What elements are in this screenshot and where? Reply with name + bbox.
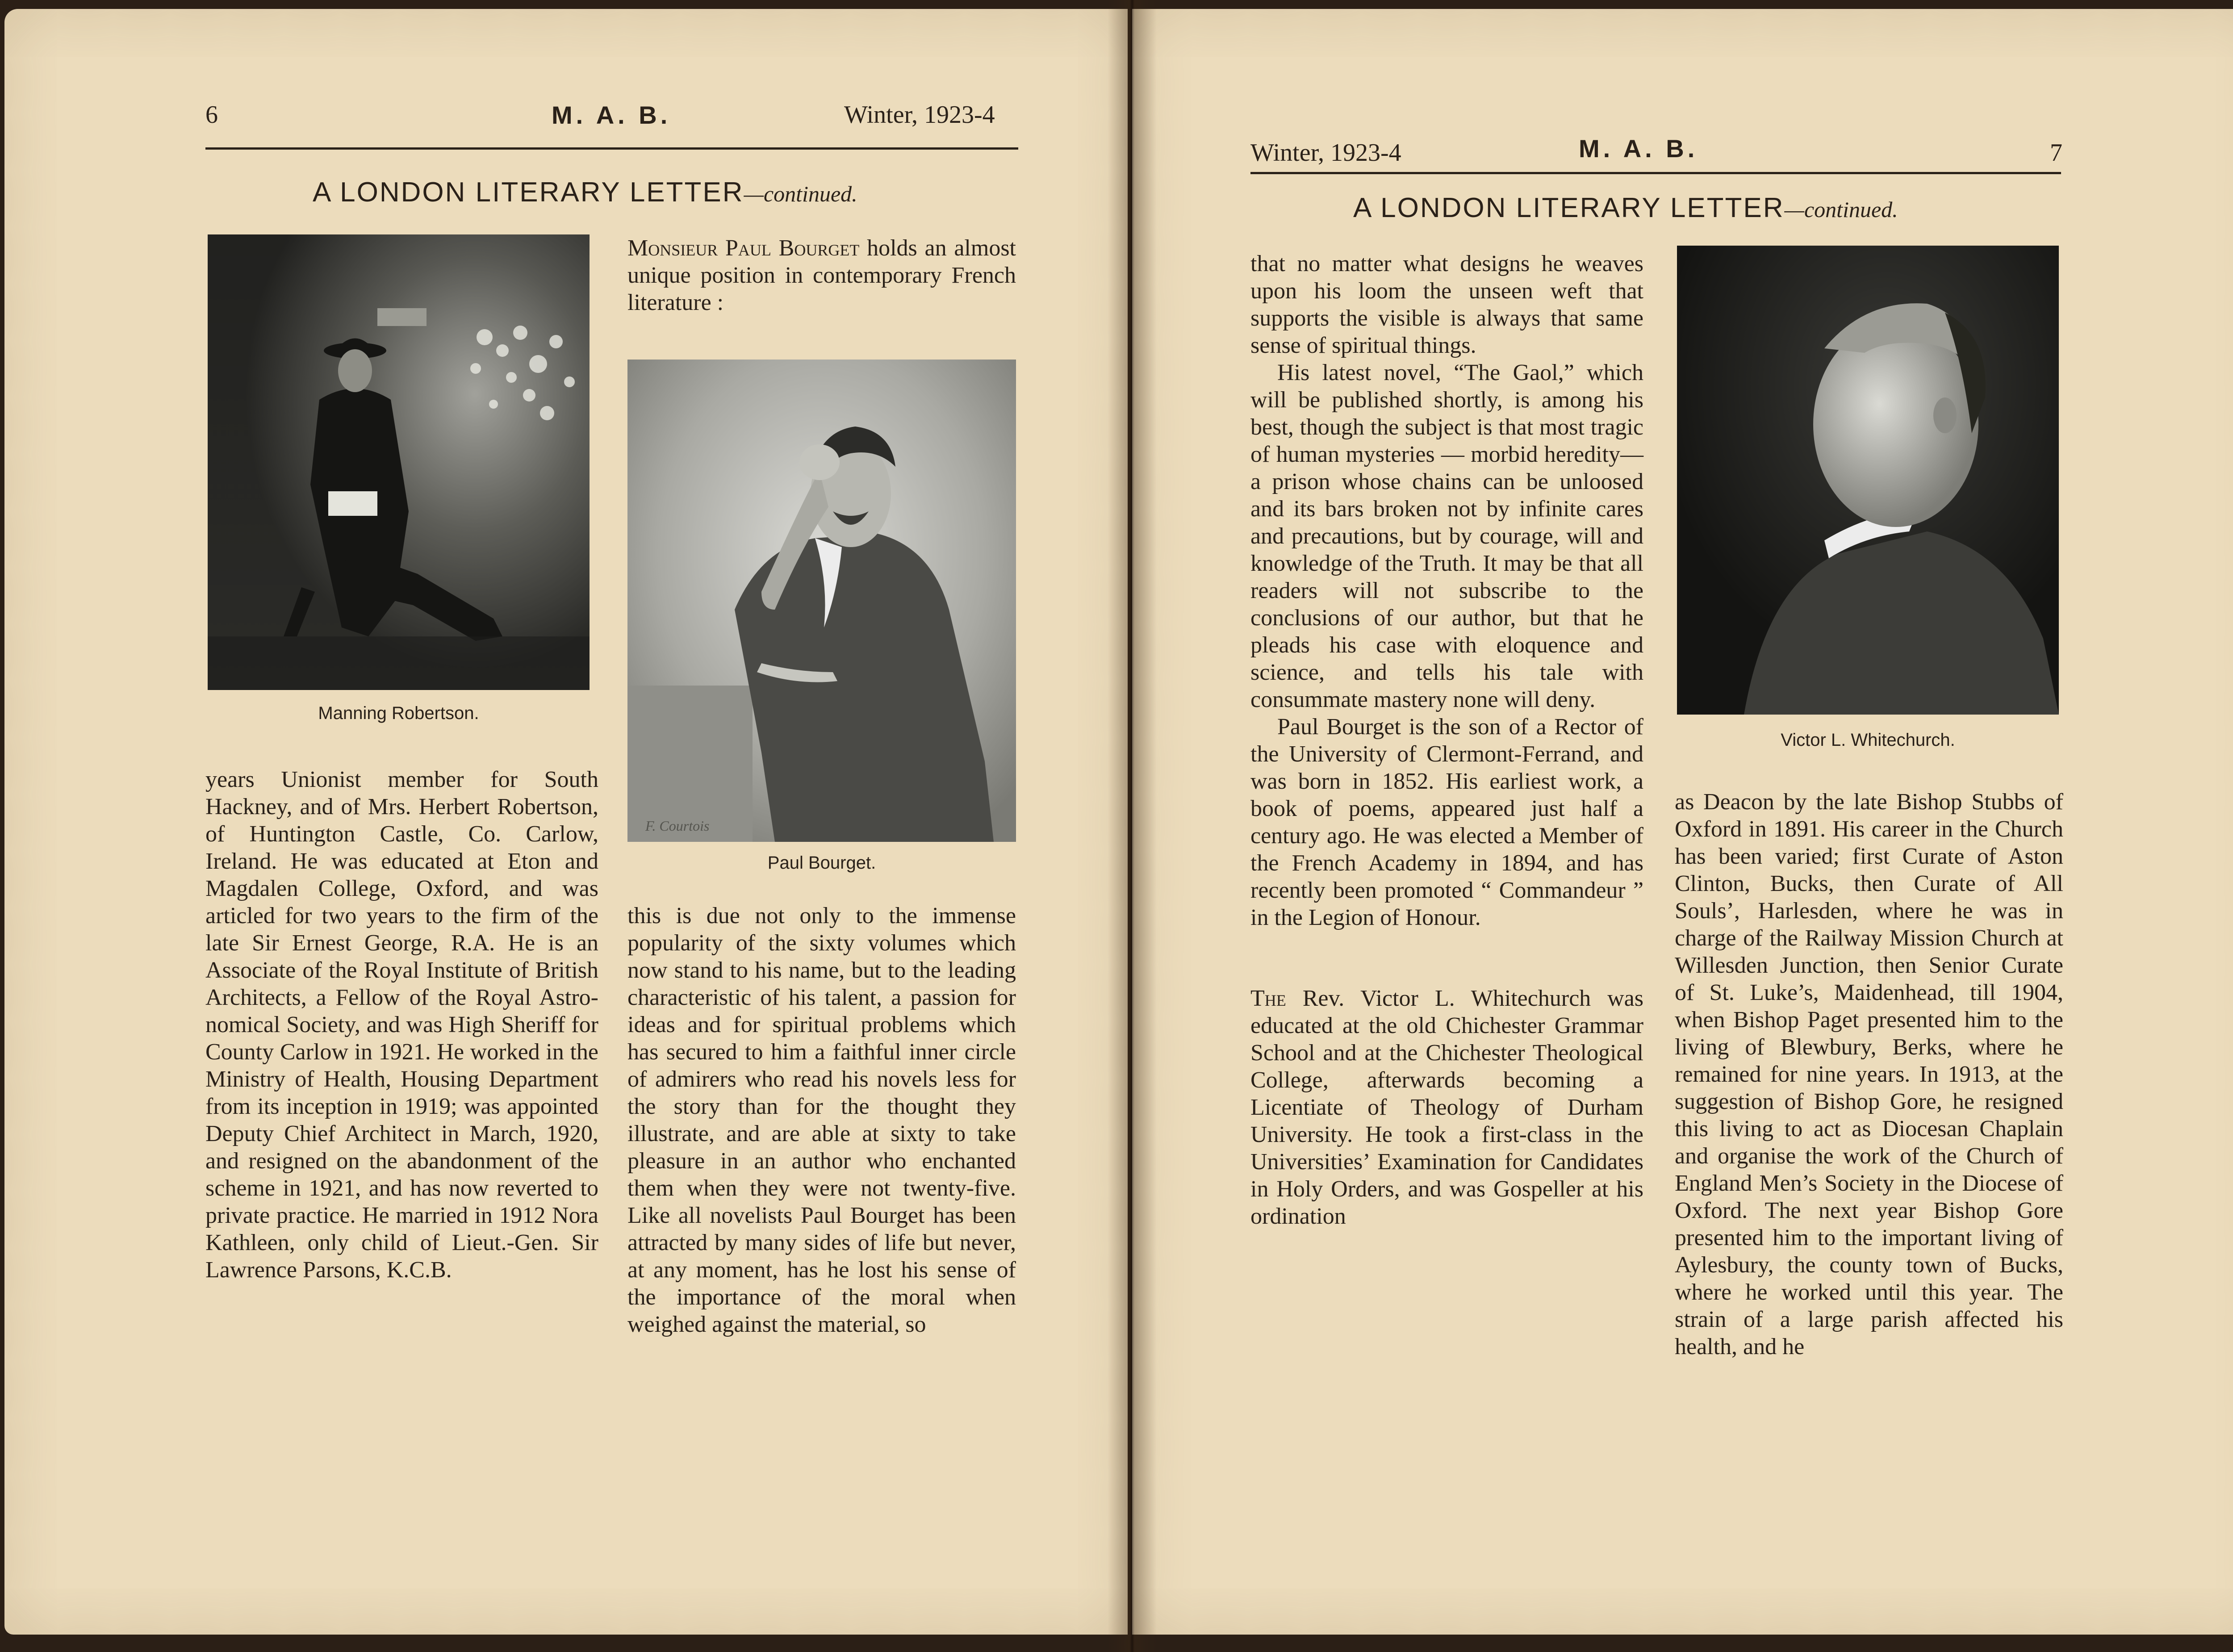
header-rule — [1250, 172, 2061, 174]
article-title-text: A LONDON LITERARY LETTER — [313, 177, 744, 208]
right-column-text — [1675, 788, 2063, 1360]
right-column-intro — [627, 234, 1016, 316]
page-number: 6 — [205, 101, 218, 129]
photographer-signature: F. Courtois — [645, 818, 710, 834]
victor-whitechurch-photo — [1677, 246, 2059, 715]
manning-robertson-photo — [208, 234, 590, 690]
article-title-text: A LONDON LITERARY LETTER — [1353, 192, 1785, 223]
journal-title: M. A. B. — [552, 101, 671, 129]
issue-date: Winter, 1923-4 — [1250, 139, 1401, 167]
header-rule — [205, 147, 1018, 150]
photo-caption-victor-whitechurch: Victor L. Whitechurch. — [1781, 730, 1955, 750]
bourget-paragraph: this is due not only to the immense popularity of the sixty volumes which now stand to his name, but to the leading characteristic of his talent, a passion for ideas and for spiritual problems which has secured to him a faithful inner circle of admirers who read his novels less for the story than for the thought they illustrate, and are able at sixty to take pleasure in an author who enchanted them when they were not twenty-five. Like all novelists Paul Bourget has been attracted by many sides of life but never, at any moment, has he lost his sense of the importance of the moral when weighed against the material, so — [627, 903, 1016, 1337]
issue-date: Winter, 1923-4 — [844, 101, 995, 129]
bourget-intro: holds an almost unique position in contemporary French literature : — [627, 235, 1016, 315]
article-title-continued: —continued. — [744, 181, 857, 206]
photo-caption-paul-bourget: Paul Bourget. — [767, 853, 876, 873]
left-column-text — [205, 766, 598, 1284]
left-column-text — [1250, 250, 1643, 1230]
left-page — [4, 9, 1128, 1635]
the-gaol-paragraph: His latest novel, “The Gaol,” which will be published shortly, is among his best, though the subject is that most tragic of human mysteries — morbid heredity—a prison whose chains can be unloosed and its bars broken not by infinite cares and precautions, but by courage, will and knowledge of the Truth. It may be that all readers will not subscribe to the conclusions of our author, but that he pleads his case with eloquence and science, and tells his tale with consummate mastery none will deny. — [1250, 360, 1643, 712]
bourget-biography: Paul Bourget is the son of a Rector of the University of Clermont-Ferrand, and was born in 1852. His earliest work, a book of poems, appeared just half a century ago. He was elected a Member of the French Academy in 1894, and has recently been promoted “ Commandeur ” in the Legion of Honour. — [1250, 714, 1643, 930]
article-title — [313, 176, 857, 208]
page-number: 7 — [2050, 139, 2062, 167]
right-column-text — [627, 902, 1016, 1338]
drop-lead-words: The — [1250, 986, 1286, 1011]
whitechurch-career: as Deacon by the late Bishop Stubbs of Oxford in 1891. His career in the Church has been varied; first Curate of Aston Clinton, Bucks, then Curate of All Souls’, Harlesden, where he was in charge of the Railway Mission Church at Willesden Junction, then Senior Curate of St. Luke’s, Maidenhead, till 1904, when Bishop Paget presented him to the living of Blewbury, Berks, where he remained for nine years. In 1913, at the suggestion of Bishop Gore, he resigned this living to act as Diocesan Chaplain and organise the work of the Church of England Men’s Society in the Diocese of Oxford. The next year Bishop Gore presented him to the important living of Aylesbury, the county town of Bucks, where he worked until this year. The strain of a large parish affected his health, and he — [1675, 789, 2063, 1359]
article-title-continued: —continued. — [1784, 197, 1898, 222]
journal-title: M. A. B. — [1579, 134, 1698, 163]
photo-caption-manning-robertson: Manning Robertson. — [318, 703, 479, 723]
right-page — [1132, 9, 2233, 1635]
paul-bourget-photo — [627, 360, 1016, 842]
drop-lead-words: Monsieur Paul Bourget — [627, 235, 860, 261]
manning-robertson-bio: years Unionist member for South Hackney, and of Mrs. Herbert Robertson, of Huntington Castle, Co. Carlow, Ireland. He was educated at Eton and Magdalen College, Oxford, and was articled for two years to the firm of the late Sir Ernest George, R.A. He is an Associate of the Royal Institute of British Architects, a Fellow of the Royal Astronomical Society, and was High Sheriff for County Carlow in 1921. He worked in the Ministry of Health, Housing Department from its inception in 1919; was appointed Deputy Chief Architect in March, 1920, and resigned on the abandonment of the scheme in 1921, and has now reverted to private practice. He married in 1912 Nora Kathleen, only child of Lieut.-Gen. Sir Lawrence Parsons, K.C.B. — [205, 767, 598, 1283]
whitechurch-intro: Rev. Victor L. Whitechurch was educated at the old Chichester Grammar School and at the Chichester Theological College, afterwards becoming a Licentiate of Theology of Durham University. He took a first-class in the Universities’ Examination for Candidates in Holy Orders, and was Gospeller at his ordination — [1250, 986, 1643, 1229]
bourget-conclusion: that no matter what designs he weaves upon his loom the unseen weft that supports the visible is always that same sense of spiritual things. — [1250, 251, 1643, 358]
article-title — [1353, 192, 1898, 224]
book-gutter — [1108, 0, 1157, 1652]
